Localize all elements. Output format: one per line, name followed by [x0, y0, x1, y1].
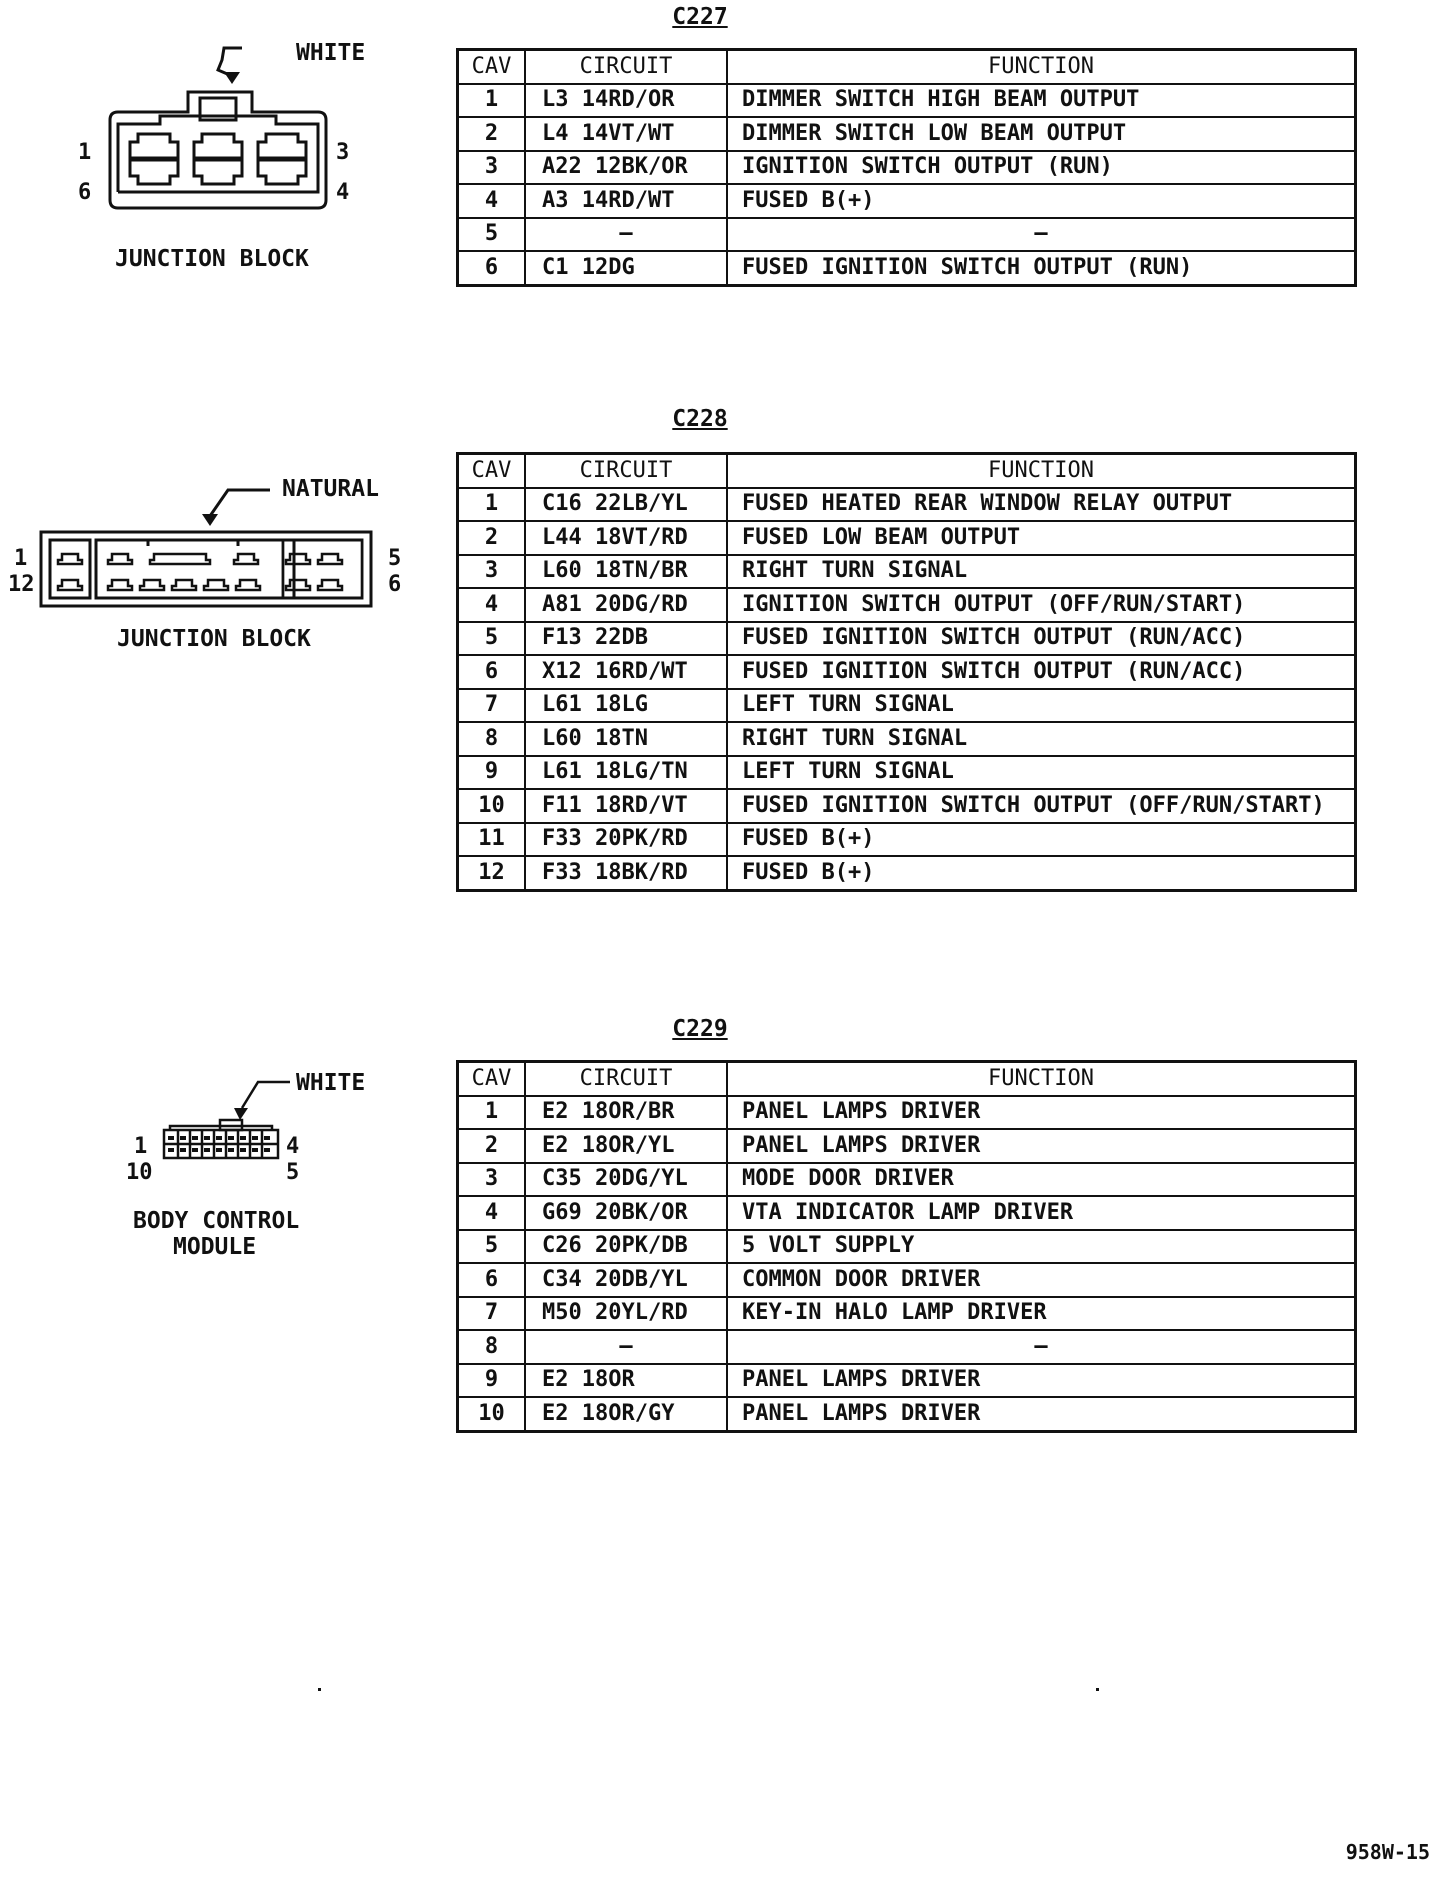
- header-function: FUNCTION: [727, 454, 1356, 488]
- table-row: [458, 1364, 1356, 1398]
- circuit-cell: L60 18TN: [525, 722, 727, 756]
- cav-cell: 2: [458, 1129, 526, 1163]
- circuit-cell: A3 14RD/WT: [525, 184, 727, 218]
- circuit-cell: –: [525, 218, 727, 252]
- connector-title: C229: [672, 1016, 728, 1042]
- circuit-cell: L3 14RD/OR: [525, 84, 727, 118]
- connector-location-label-line2: MODULE: [173, 1234, 257, 1260]
- pin-label: 1: [14, 546, 28, 571]
- cav-cell: 10: [458, 789, 526, 823]
- table-row: [458, 789, 1356, 823]
- function-cell: DIMMER SWITCH LOW BEAM OUTPUT: [727, 117, 1356, 151]
- circuit-cell: X12 16RD/WT: [525, 655, 727, 689]
- table-row: [458, 521, 1356, 555]
- connector-title: C228: [672, 406, 728, 432]
- table-row: [458, 151, 1356, 185]
- function-cell: FUSED B(+): [727, 856, 1356, 890]
- connector-location-label: JUNCTION BLOCK: [115, 246, 309, 272]
- circuit-cell: M50 20YL/RD: [525, 1297, 727, 1331]
- table-row: [458, 622, 1356, 656]
- cav-cell: 6: [458, 251, 526, 285]
- cav-cell: 3: [458, 151, 526, 185]
- pin-label: 10: [126, 1160, 153, 1185]
- circuit-cell: E2 18OR/BR: [525, 1096, 727, 1130]
- connector-c228-diagram: [38, 480, 378, 610]
- header-function: FUNCTION: [727, 50, 1356, 84]
- circuit-cell: L61 18LG/TN: [525, 756, 727, 790]
- table-header-row: [458, 50, 1356, 84]
- table-row: [458, 218, 1356, 252]
- cav-cell: 12: [458, 856, 526, 890]
- table-header-row: [458, 1062, 1356, 1096]
- function-cell: FUSED B(+): [727, 184, 1356, 218]
- connector-location-label: JUNCTION BLOCK: [117, 626, 311, 652]
- cav-cell: 6: [458, 655, 526, 689]
- table-row: [458, 722, 1356, 756]
- connector-color-label: NATURAL: [282, 476, 379, 502]
- cav-cell: 9: [458, 1364, 526, 1398]
- function-cell: PANEL LAMPS DRIVER: [727, 1096, 1356, 1130]
- table-row: [458, 756, 1356, 790]
- function-cell: FUSED B(+): [727, 823, 1356, 857]
- pinout-table: [456, 452, 1357, 892]
- cav-cell: 2: [458, 521, 526, 555]
- circuit-cell: F33 18BK/RD: [525, 856, 727, 890]
- connector-location-label-line1: BODY CONTROL: [133, 1208, 300, 1234]
- pin-label: 3: [336, 140, 350, 165]
- cav-cell: 4: [458, 184, 526, 218]
- cav-cell: 7: [458, 689, 526, 723]
- pin-label: 4: [336, 180, 350, 205]
- circuit-cell: A22 12BK/OR: [525, 151, 727, 185]
- cav-cell: 11: [458, 823, 526, 857]
- pin-label: 12: [8, 572, 35, 597]
- function-cell: FUSED IGNITION SWITCH OUTPUT (RUN/ACC): [727, 622, 1356, 656]
- circuit-cell: L60 18TN/BR: [525, 555, 727, 589]
- pinout-table: [456, 1060, 1357, 1433]
- pin-label: 1: [78, 140, 92, 165]
- cav-cell: 2: [458, 117, 526, 151]
- function-cell: LEFT TURN SIGNAL: [727, 689, 1356, 723]
- cav-cell: 6: [458, 1263, 526, 1297]
- function-cell: FUSED IGNITION SWITCH OUTPUT (RUN): [727, 251, 1356, 285]
- circuit-cell: F11 18RD/VT: [525, 789, 727, 823]
- circuit-cell: C26 20PK/DB: [525, 1230, 727, 1264]
- function-cell: PANEL LAMPS DRIVER: [727, 1129, 1356, 1163]
- table-row: [458, 856, 1356, 890]
- circuit-cell: E2 18OR/YL: [525, 1129, 727, 1163]
- function-cell: –: [727, 218, 1356, 252]
- pinout-table: [456, 48, 1357, 287]
- table-row: [458, 1297, 1356, 1331]
- cav-cell: 9: [458, 756, 526, 790]
- function-cell: –: [727, 1330, 1356, 1364]
- table-row: [458, 1230, 1356, 1264]
- circuit-cell: –: [525, 1330, 727, 1364]
- circuit-cell: F33 20PK/RD: [525, 823, 727, 857]
- table-row: [458, 1163, 1356, 1197]
- connector-color-label: WHITE: [296, 40, 366, 66]
- cav-cell: 5: [458, 1230, 526, 1264]
- connector-c229-section: [0, 1010, 1440, 1460]
- table-row: [458, 1330, 1356, 1364]
- circuit-cell: G69 20BK/OR: [525, 1196, 727, 1230]
- table-row: [458, 117, 1356, 151]
- circuit-cell: C34 20DB/YL: [525, 1263, 727, 1297]
- pin-label: 4: [286, 1134, 300, 1159]
- table-row: [458, 1263, 1356, 1297]
- function-cell: MODE DOOR DRIVER: [727, 1163, 1356, 1197]
- table-header-row: [458, 454, 1356, 488]
- function-cell: FUSED HEATED REAR WINDOW RELAY OUTPUT: [727, 488, 1356, 522]
- table-row: [458, 1397, 1356, 1431]
- table-row: [458, 1129, 1356, 1163]
- function-cell: RIGHT TURN SIGNAL: [727, 555, 1356, 589]
- circuit-cell: C35 20DG/YL: [525, 1163, 727, 1197]
- table-row: [458, 1196, 1356, 1230]
- header-cav: CAV: [458, 454, 526, 488]
- table-row: [458, 488, 1356, 522]
- cav-cell: 5: [458, 622, 526, 656]
- pin-label: 5: [286, 1160, 300, 1185]
- circuit-cell: L61 18LG: [525, 689, 727, 723]
- connector-c227-diagram: [100, 40, 340, 240]
- table-row: [458, 251, 1356, 285]
- cav-cell: 8: [458, 722, 526, 756]
- table-row: [458, 84, 1356, 118]
- figure-reference: 958W-15: [1345, 1840, 1430, 1864]
- header-circuit: CIRCUIT: [525, 50, 727, 84]
- function-cell: IGNITION SWITCH OUTPUT (RUN): [727, 151, 1356, 185]
- cav-cell: 1: [458, 1096, 526, 1130]
- pin-label: 6: [78, 180, 92, 205]
- cav-cell: 1: [458, 84, 526, 118]
- table-row: [458, 1096, 1356, 1130]
- circuit-cell: A81 20DG/RD: [525, 588, 727, 622]
- cav-cell: 3: [458, 1163, 526, 1197]
- connector-c228-section: [0, 400, 1440, 920]
- header-circuit: CIRCUIT: [525, 1062, 727, 1096]
- table-row: [458, 689, 1356, 723]
- circuit-cell: C1 12DG: [525, 251, 727, 285]
- function-cell: DIMMER SWITCH HIGH BEAM OUTPUT: [727, 84, 1356, 118]
- pin-label: 5: [388, 546, 402, 571]
- cav-cell: 5: [458, 218, 526, 252]
- function-cell: COMMON DOOR DRIVER: [727, 1263, 1356, 1297]
- function-cell: VTA INDICATOR LAMP DRIVER: [727, 1196, 1356, 1230]
- table-row: [458, 655, 1356, 689]
- header-cav: CAV: [458, 50, 526, 84]
- circuit-cell: L4 14VT/WT: [525, 117, 727, 151]
- circuit-cell: C16 22LB/YL: [525, 488, 727, 522]
- function-cell: PANEL LAMPS DRIVER: [727, 1364, 1356, 1398]
- connector-title: C227: [672, 4, 728, 30]
- function-cell: FUSED LOW BEAM OUTPUT: [727, 521, 1356, 555]
- table-row: [458, 823, 1356, 857]
- header-function: FUNCTION: [727, 1062, 1356, 1096]
- cav-cell: 4: [458, 588, 526, 622]
- stray-dot: [1096, 1688, 1099, 1691]
- circuit-cell: E2 18OR: [525, 1364, 727, 1398]
- function-cell: KEY-IN HALO LAMP DRIVER: [727, 1297, 1356, 1331]
- function-cell: LEFT TURN SIGNAL: [727, 756, 1356, 790]
- function-cell: RIGHT TURN SIGNAL: [727, 722, 1356, 756]
- table-row: [458, 184, 1356, 218]
- cav-cell: 1: [458, 488, 526, 522]
- connector-color-label: WHITE: [296, 1070, 366, 1096]
- function-cell: 5 VOLT SUPPLY: [727, 1230, 1356, 1264]
- cav-cell: 7: [458, 1297, 526, 1331]
- connector-c227-section: [0, 0, 1440, 300]
- pin-label: 1: [134, 1134, 148, 1159]
- pin-label: 6: [388, 572, 402, 597]
- cav-cell: 4: [458, 1196, 526, 1230]
- function-cell: IGNITION SWITCH OUTPUT (OFF/RUN/START): [727, 588, 1356, 622]
- cav-cell: 10: [458, 1397, 526, 1431]
- header-cav: CAV: [458, 1062, 526, 1096]
- stray-dot: [318, 1688, 321, 1691]
- cav-cell: 3: [458, 555, 526, 589]
- table-row: [458, 555, 1356, 589]
- circuit-cell: L44 18VT/RD: [525, 521, 727, 555]
- table-row: [458, 588, 1356, 622]
- cav-cell: 8: [458, 1330, 526, 1364]
- circuit-cell: F13 22DB: [525, 622, 727, 656]
- function-cell: PANEL LAMPS DRIVER: [727, 1397, 1356, 1431]
- circuit-cell: E2 18OR/GY: [525, 1397, 727, 1431]
- function-cell: FUSED IGNITION SWITCH OUTPUT (RUN/ACC): [727, 655, 1356, 689]
- function-cell: FUSED IGNITION SWITCH OUTPUT (OFF/RUN/START): [727, 789, 1356, 823]
- header-circuit: CIRCUIT: [525, 454, 727, 488]
